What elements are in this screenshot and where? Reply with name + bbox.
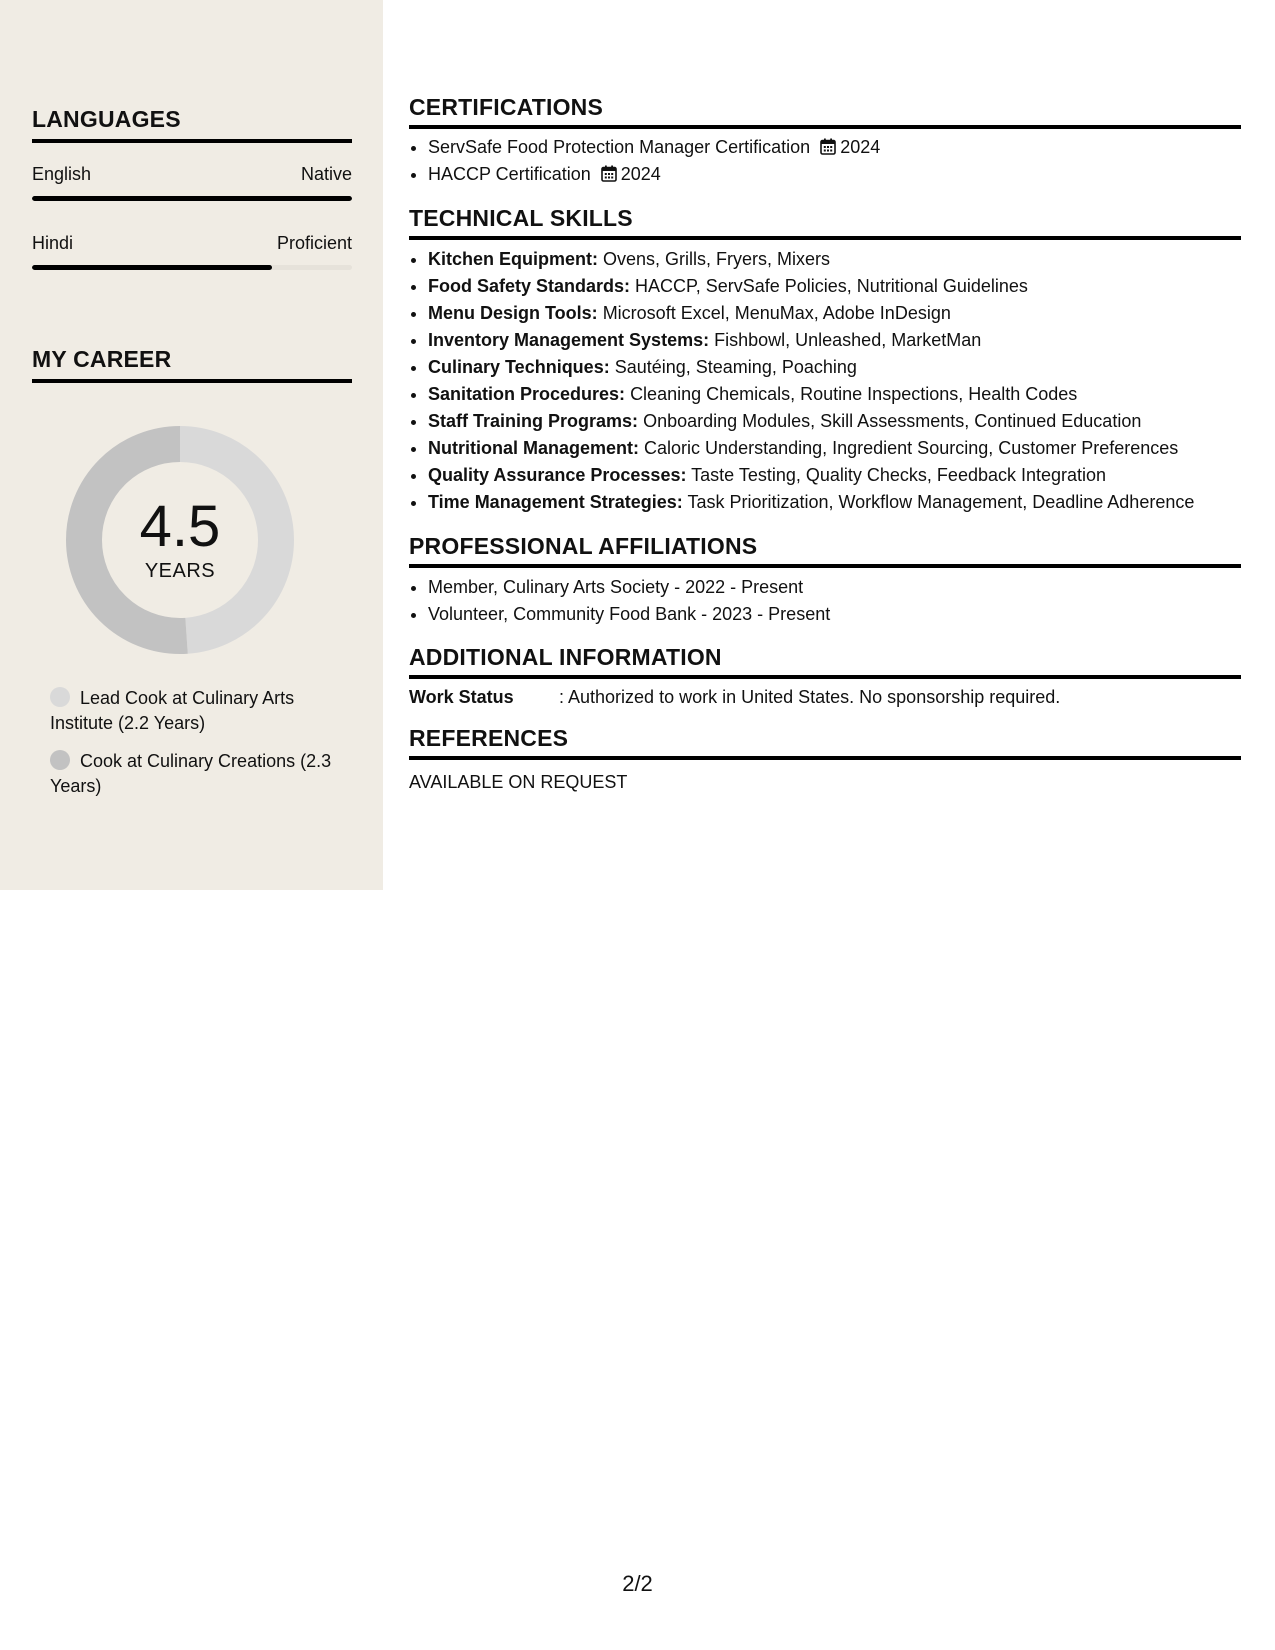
career-legend-item bbox=[50, 749, 340, 799]
additional-info-heading: ADDITIONAL INFORMATION bbox=[409, 644, 1241, 679]
skill-item bbox=[428, 381, 1241, 408]
references-text: AVAILABLE ON REQUEST bbox=[409, 772, 628, 792]
work-status-value: : Authorized to work in United States. No sponsorship required. bbox=[559, 687, 1061, 707]
affiliations-list bbox=[409, 574, 1241, 628]
skill-item bbox=[428, 273, 1241, 300]
skill-label: Kitchen Equipment: bbox=[428, 249, 598, 269]
skill-value: Caloric Understanding, Ingredient Sourcing, Customer Preferences bbox=[644, 438, 1179, 458]
skill-label: Menu Design Tools: bbox=[428, 303, 598, 323]
certification-name: HACCP Certification bbox=[428, 164, 591, 184]
skill-item bbox=[428, 408, 1241, 435]
technical-skills-list bbox=[409, 246, 1241, 516]
skill-label: Quality Assurance Processes: bbox=[428, 465, 687, 485]
legend-dot bbox=[50, 687, 70, 707]
career-donut-chart bbox=[66, 426, 294, 654]
skill-label: Inventory Management Systems: bbox=[428, 330, 710, 350]
affiliation-item: • Volunteer, Community Food Bank - 2023 - Present bbox=[428, 601, 1241, 628]
skill-item bbox=[428, 462, 1241, 489]
certification-year: 2024 bbox=[840, 137, 881, 157]
skill-label: Sanitation Procedures: bbox=[428, 384, 626, 404]
work-status-label: Work Status bbox=[409, 687, 514, 707]
languages-heading: LANGUAGES bbox=[32, 106, 352, 143]
language-bar-english bbox=[32, 196, 352, 201]
affiliation-item: • Member, Culinary Arts Society - 2022 - Present bbox=[428, 574, 1241, 601]
career-total-unit: YEARS bbox=[144, 559, 216, 582]
language-level: Proficient bbox=[276, 233, 352, 253]
page-number: 2/2 bbox=[622, 1571, 653, 1596]
skill-label: Food Safety Standards: bbox=[428, 276, 631, 296]
donut-center bbox=[66, 426, 294, 654]
legend-label: Lead Cook at Culinary Arts Institute (2.2 Years) bbox=[50, 688, 295, 733]
skill-item bbox=[428, 246, 1241, 273]
skill-item bbox=[428, 327, 1241, 354]
skill-value: Onboarding Modules, Skill Assessments, Continued Education bbox=[643, 411, 1142, 431]
career-total-years: 4.5 bbox=[139, 493, 221, 559]
skill-value: HACCP, ServSafe Policies, Nutritional Guidelines bbox=[635, 276, 1028, 296]
legend-label: Cook at Culinary Creations (2.3 Years) bbox=[50, 751, 332, 796]
career-legend-item bbox=[50, 686, 340, 736]
certification-year: 2024 bbox=[620, 164, 661, 184]
skill-label: Culinary Techniques: bbox=[428, 357, 610, 377]
calendar-icon bbox=[601, 165, 617, 182]
skill-value: Task Prioritization, Workflow Management, Deadline Adherence bbox=[687, 492, 1195, 512]
skill-value: Sautéing, Steaming, Poaching bbox=[614, 357, 857, 377]
skill-label: Time Management Strategies: bbox=[428, 492, 683, 512]
language-bar-hindi bbox=[32, 265, 352, 270]
skill-value: Microsoft Excel, MenuMax, Adobe InDesign bbox=[602, 303, 951, 323]
skill-value: Cleaning Chemicals, Routine Inspections, Health Codes bbox=[630, 384, 1078, 404]
work-status-row bbox=[409, 687, 1060, 708]
skill-item bbox=[428, 489, 1241, 516]
language-level: Native bbox=[300, 164, 352, 184]
skill-item bbox=[428, 300, 1241, 327]
skill-label: Staff Training Programs: bbox=[428, 411, 639, 431]
language-bar-fill bbox=[32, 265, 272, 270]
certification-name: ServSafe Food Protection Manager Certification bbox=[428, 137, 811, 157]
language-name: Hindi bbox=[32, 233, 74, 253]
calendar-icon bbox=[820, 138, 836, 155]
certifications-heading: CERTIFICATIONS bbox=[409, 94, 1241, 129]
references-heading: REFERENCES bbox=[409, 725, 1241, 760]
language-row-hindi bbox=[32, 233, 352, 254]
skill-item bbox=[428, 435, 1241, 462]
skill-label: Nutritional Management: bbox=[428, 438, 640, 458]
skill-value: Fishbowl, Unleashed, MarketMan bbox=[714, 330, 982, 350]
certifications-list bbox=[409, 134, 1241, 188]
language-row-english bbox=[32, 164, 352, 185]
affiliations-heading: PROFESSIONAL AFFILIATIONS bbox=[409, 533, 1241, 568]
skill-value: Taste Testing, Quality Checks, Feedback Integration bbox=[691, 465, 1107, 485]
career-heading: MY CAREER bbox=[32, 346, 352, 383]
skill-item bbox=[428, 354, 1241, 381]
sidebar bbox=[0, 0, 383, 890]
certification-item bbox=[428, 161, 1241, 188]
language-bar-fill bbox=[32, 196, 352, 201]
technical-skills-heading: TECHNICAL SKILLS bbox=[409, 205, 1241, 240]
legend-dot bbox=[50, 750, 70, 770]
certification-item bbox=[428, 134, 1241, 161]
skill-value: Ovens, Grills, Fryers, Mixers bbox=[603, 249, 831, 269]
language-name: English bbox=[32, 164, 92, 184]
